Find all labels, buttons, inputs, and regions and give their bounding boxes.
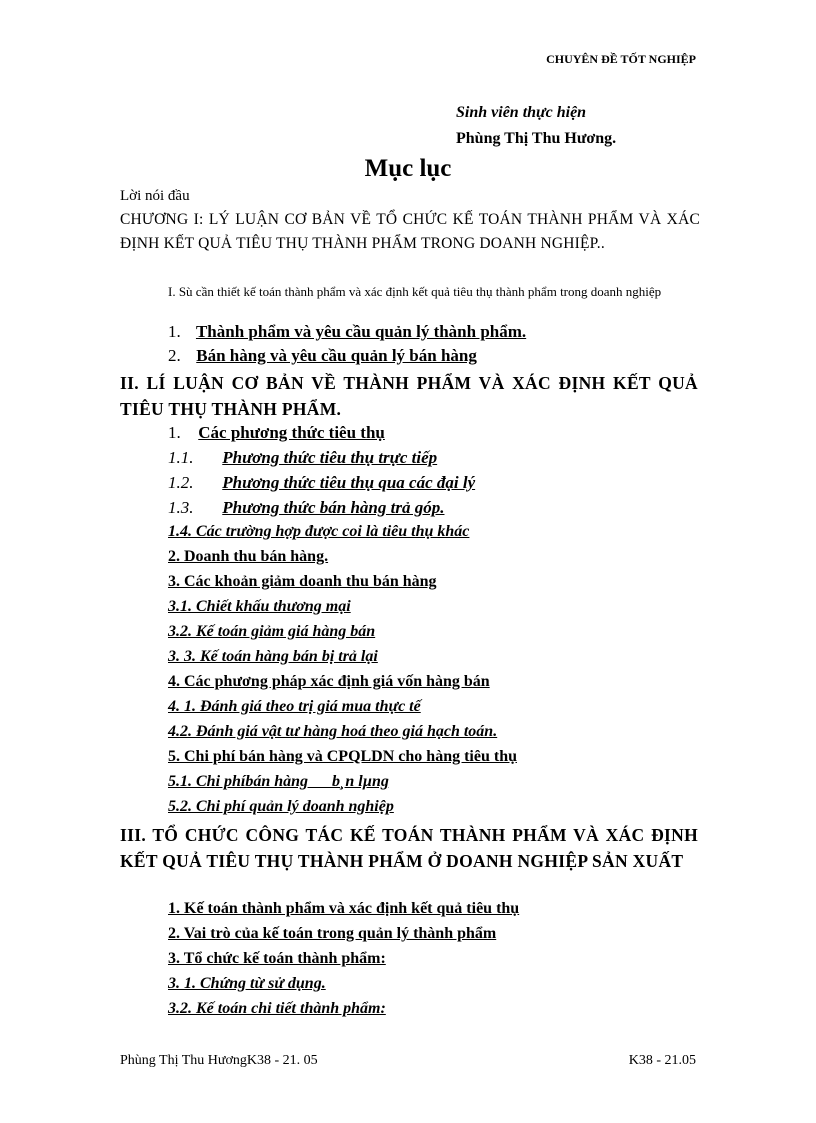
toc-entry: 5. Chi phí bán hàng và CPQLDN cho hàng tiêu thụ bbox=[168, 748, 517, 765]
footer-left: Phùng Thị Thu HươngK38 - 21. 05 bbox=[120, 1053, 318, 1068]
toc-item bbox=[168, 498, 444, 518]
toc-entry: 4.2. Đánh giá vật tư hàng hoá theo giá hạch toán. bbox=[168, 723, 498, 740]
toc-section-2: II. LÍ LUẬN CƠ BẢN VỀ THÀNH PHẨM VÀ XÁC ĐỊNH KẾT QUẢ TIÊU THỤ THÀNH PHẨM. bbox=[120, 373, 698, 419]
toc-entry: 2. Doanh thu bán hàng. bbox=[168, 548, 329, 565]
toc-item-number: 1. bbox=[168, 322, 181, 341]
toc-entry: 4. 1. Đánh giá theo trị giá mua thực tế bbox=[168, 698, 421, 715]
toc-entry: 4. Các phương pháp xác định giá vốn hàng bán bbox=[168, 673, 490, 690]
toc-entry: 2. Vai trò của kế toán trong quản lý thành phẩm bbox=[168, 925, 497, 942]
author-name: Phùng Thị Thu Hương. bbox=[456, 130, 617, 147]
toc-section-1: I. Sù cần thiết kế toán thành phẩm và xác định kết quả tiêu thụ thành phẩm trong doanh nghiệp bbox=[168, 284, 662, 299]
toc-item-number: 1. bbox=[168, 423, 181, 442]
toc-item-number: 2. bbox=[168, 346, 181, 365]
page-title: Mục lục bbox=[364, 155, 452, 182]
running-header: CHUYÊN ĐỀ TỐT NGHIỆP bbox=[546, 52, 696, 66]
toc-item-number: 1.1. bbox=[168, 448, 194, 467]
toc-entry: 1. Kế toán thành phẩm và xác định kết quả tiêu thụ bbox=[168, 900, 520, 917]
toc-item-text: Thành phẩm và yêu cầu quản lý thành phẩm. bbox=[195, 322, 527, 341]
toc-item-text: Các phương thức tiêu thụ bbox=[198, 423, 385, 442]
toc-entry: 3. Các khoản giảm doanh thu bán hàng bbox=[168, 573, 437, 590]
toc-item bbox=[168, 423, 385, 443]
toc-item bbox=[168, 473, 475, 493]
toc-entry: 3.2. Kế toán chi tiết thành phẩm: bbox=[168, 1000, 386, 1017]
toc-entry: 3. 1. Chứng từ sử dụng. bbox=[168, 975, 326, 992]
toc-item-number: 1.2. bbox=[168, 473, 194, 492]
toc-item bbox=[168, 448, 437, 468]
footer-right: K38 - 21.05 bbox=[628, 1053, 696, 1068]
toc-section-3: III. TỔ CHỨC CÔNG TÁC KẾ TOÁN THÀNH PHẨM VÀ XÁC ĐỊNH KẾT QUẢ TIÊU THỤ THÀNH PHẨM Ở DOANH NGHIỆP SẢN XUẤT bbox=[120, 825, 698, 871]
toc-entry: 3.1. Chiết khấu thương mại bbox=[168, 598, 351, 615]
toc-item-text: Bán hàng và yêu cầu quản lý bán hàng bbox=[196, 346, 477, 365]
toc-item-text: Phương thức bán hàng trả góp. bbox=[222, 498, 445, 517]
toc-entry: 5.2. Chi phí quản lý doanh nghiệp bbox=[168, 798, 394, 815]
toc-entry: 1.4. Các trường hợp được coi là tiêu thụ khác bbox=[168, 523, 470, 540]
toc-entry: 3. Tổ chức kế toán thành phẩm: bbox=[168, 950, 386, 967]
toc-intro: Lời nói đầu bbox=[120, 188, 190, 204]
toc-item-number: 1.3. bbox=[168, 498, 194, 517]
toc-chapter-1: CHƯƠNG I: LÝ LUẬN CƠ BẢN VỀ TỔ CHỨC KẾ TOÁN THÀNH PHẨM VÀ XÁC ĐỊNH KẾT QUẢ TIÊU THỤ THÀNH PHẨM TRONG DOANH NGHIỆP.. bbox=[120, 211, 700, 252]
author-label: Sinh viên thực hiện bbox=[456, 104, 587, 121]
toc-entry: 5.1. Chi phíbán hàng b¸n lµng bbox=[168, 773, 389, 790]
toc-item bbox=[168, 346, 477, 366]
toc-item-text: Phương thức tiêu thụ qua các đại lý bbox=[222, 473, 476, 492]
toc-item-text: Phương thức tiêu thụ trực tiếp bbox=[222, 448, 438, 467]
toc-entry: 3. 3. Kế toán hàng bán bị trả lại bbox=[168, 648, 378, 665]
toc-entry: 3.2. Kế toán giảm giá hàng bán bbox=[168, 623, 376, 640]
toc-item bbox=[168, 322, 526, 342]
